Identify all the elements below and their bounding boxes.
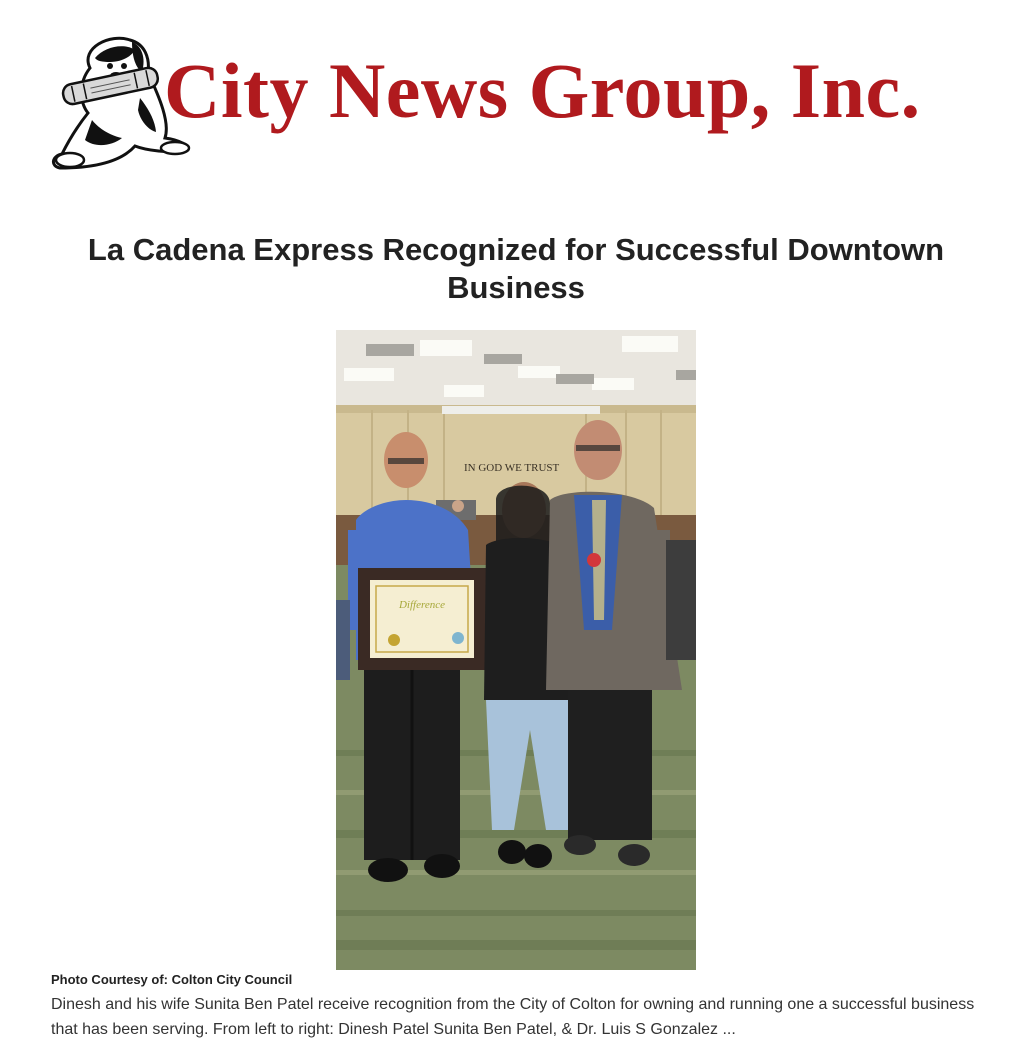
brand-name: City News Group, Inc. — [164, 47, 921, 134]
certificate-title: Difference — [398, 599, 446, 611]
article-headline: La Cadena Express Recognized for Successful Downtown Business — [87, 231, 945, 305]
photo-credit: Photo Courtesy of: Colton City Council — [51, 972, 293, 987]
ceiling-light — [420, 340, 472, 356]
masthead — [50, 28, 980, 178]
wall-inscription: IN GOD WE TRUST — [464, 462, 560, 474]
article-photo — [336, 330, 696, 970]
photo-caption: Dinesh and his wife Sunita Ben Patel receive recognition from the City of Colton for owning and running one a successful business that has been serving. From left to right: Dinesh Patel Sunita Ben Patel, & Dr. Luis S Gonzalez ... — [51, 996, 975, 1038]
